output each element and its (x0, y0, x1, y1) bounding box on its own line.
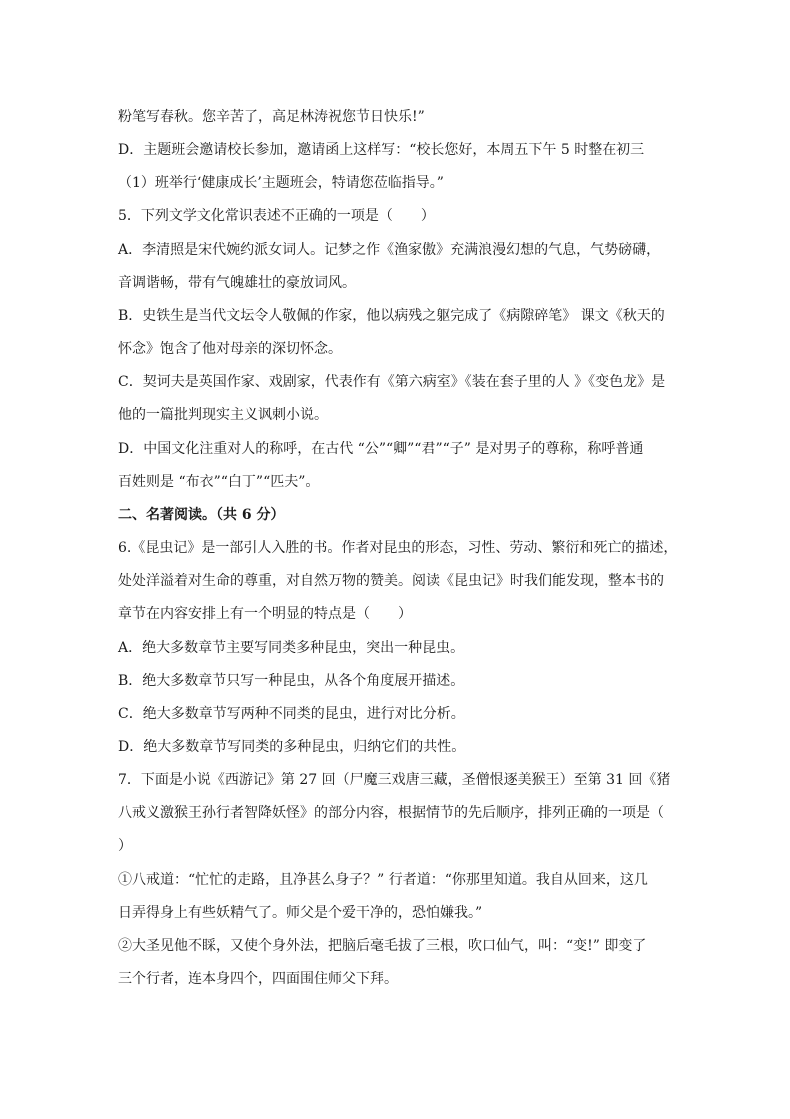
option-a-q5: A．李清照是宋代婉约派女词人。记梦之作《渔家傲》充满浪漫幻想的气息，气势磅礴， (118, 242, 661, 258)
text-line-23: ） (118, 838, 132, 854)
text-line-6: 音调谐畅，带有气魄雄壮的豪放词风。 (118, 275, 356, 291)
text-line-8: 怀念》饱含了他对母亲的深切怀念。 (118, 341, 342, 357)
option-a-q6: A．绝大多数章节主要写同类多种昆虫，突出一种昆虫。 (118, 640, 465, 656)
option-d-q5: D．中国文化注重对人的称呼，在古代 “公”“卿”“君”“子” 是对男子的尊称，称呼普通 (118, 441, 644, 457)
excerpt-1: ①八戒道：“忙忙的走路，且净甚么身子？” 行者道：“你那里知道。我自从回来，这几 (118, 872, 648, 888)
text-line-15: 处处洋溢着对生命的尊重，对自然万物的赞美。阅读《昆虫记》时我们能发现，整本书的 (118, 573, 664, 589)
option-c-q5: C．契诃夫是英国作家、戏剧家，代表作有《第六病室》《装在套子里的人 》《变色龙》是 (118, 374, 666, 390)
text-line-1: 粉笔写春秋。您辛苦了，高足林涛祝您节日快乐!” (118, 109, 425, 125)
text-line-27: 三个行者，连本身四个，四面围住师父下拜。 (118, 971, 398, 987)
excerpt-2: ②大圣见他不睬，又使个身外法，把脑后毫毛拔了三根，吹口仙气，叫：“变!” 即变了 (118, 938, 647, 954)
text-line-16: 章节在内容安排上有一个明显的特点是（ ） (118, 606, 412, 622)
section-heading: 二、名著阅读。（共 6 分） (118, 507, 285, 523)
option-d-q4: D．主题班会邀请校长参加，邀请函上这样写：“校长您好，本周五下午 5 时整在初三 (118, 142, 645, 158)
text-line-22: 八戒义激猴王孙行者智降妖怪》的部分内容，根据情节的先后顺序，排列正确的一项是（ (118, 805, 664, 821)
text-line-3: （1）班举行‘健康成长’主题班会，特请您莅临指导。” (118, 175, 444, 191)
question-7: 7．下面是小说《西游记》第 27 回（尸魔三戏唐三藏，圣僧恨逐美猴王）至第 31 回《猪 (118, 772, 671, 788)
text-line-10: 他的一篇批判现实主义讽刺小说。 (118, 407, 328, 423)
text-line-12: 百姓则是 “布衣”“白丁”“匹夫”。 (118, 474, 320, 490)
question-6: 6.《昆虫记》是一部引人入胜的书。作者对昆虫的形态，习性、劳动、繁衍和死亡的描述， (118, 540, 678, 556)
option-c-q6: C．绝大多数章节写两种不同类的昆虫，进行对比分析。 (118, 706, 465, 722)
option-d-q6: D．绝大多数章节写同类的多种昆虫，归纳它们的共性。 (118, 739, 466, 755)
text-line-25: 日弄得身上有些妖精气了。师父是个爱干净的，恐怕嫌我。” (118, 905, 483, 921)
option-b-q5: B．史铁生是当代文坛令人敬佩的作家，他以病残之躯完成了《病隙碎笔》 课文《秋天的 (118, 308, 665, 324)
question-5: 5．下列文学文化常识表述不正确的一项是（ ） (118, 208, 435, 224)
option-b-q6: B．绝大多数章节只写一种昆虫，从各个角度展开描述。 (118, 673, 465, 689)
